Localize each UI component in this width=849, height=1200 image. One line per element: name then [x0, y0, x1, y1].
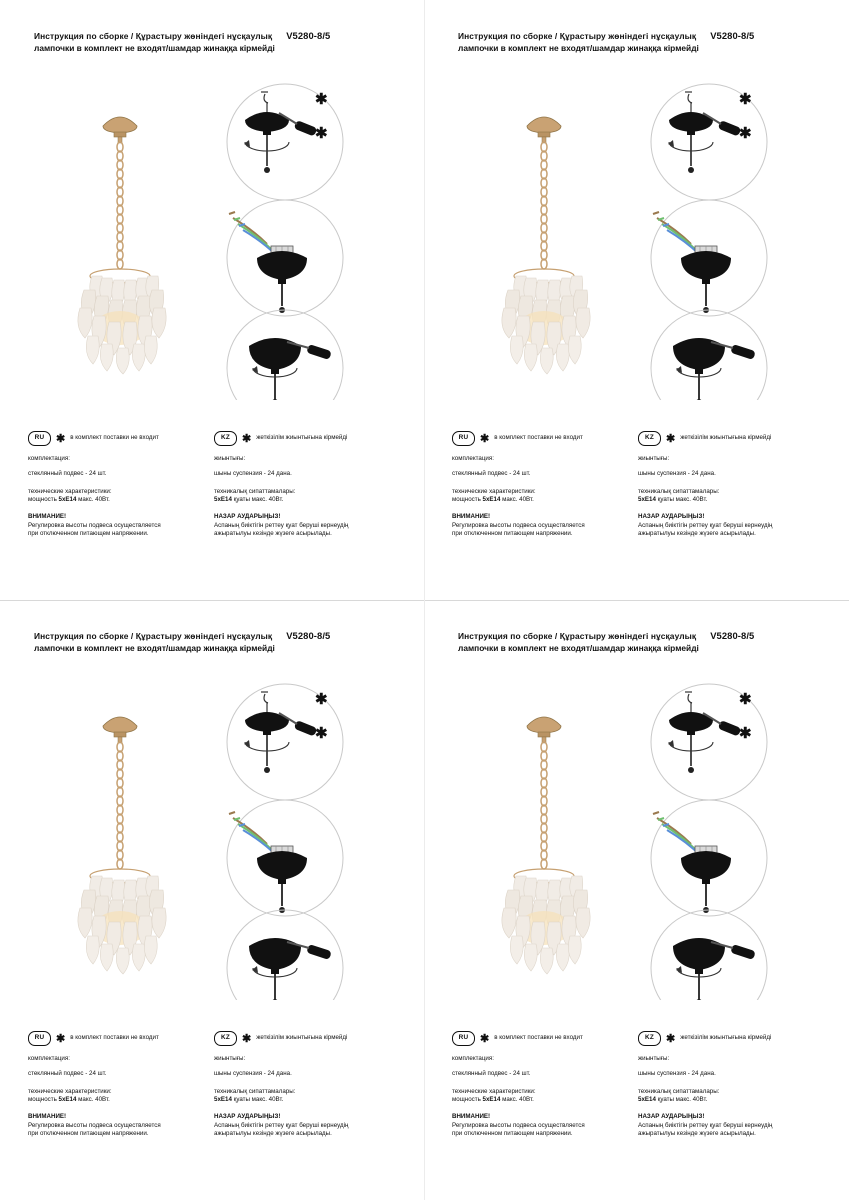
- header-title-line1: [34, 30, 394, 41]
- sheet-header: [458, 630, 818, 653]
- kz-language-badge: KZ: [638, 1031, 661, 1046]
- kz-specs-bold: 5хЕ14: [638, 1096, 656, 1104]
- ru-language-badge: RU: [28, 1031, 51, 1046]
- step-wire-connection: [651, 800, 767, 916]
- legend-column-ru: [452, 430, 630, 539]
- kz-warning-block: [638, 1113, 816, 1138]
- asterisk-icon: ✱: [242, 433, 252, 445]
- kz-warning-title: НАЗАР АУДАРЫҢЫЗ!: [214, 1113, 281, 1121]
- kz-specs-bold: 5хЕ14: [638, 496, 656, 504]
- kz-specs-bold: 5хЕ14: [214, 496, 232, 504]
- ru-set-block: [452, 1055, 630, 1079]
- ru-specs-bold: 5хЕ14: [482, 1096, 501, 1104]
- ru-set-value: стеклянный подвес - 24 шт.: [452, 470, 531, 478]
- kz-warning-line1: Аспаның биіктігін реттеу қуат беруші кернеудің: [214, 1121, 349, 1129]
- kz-warning-line1: Аспаның биіктігін реттеу қуат беруші кернеудің: [638, 521, 773, 529]
- product-illustration: [40, 92, 200, 392]
- ru-asterisk-note: в комплект поставки не входит: [70, 1033, 159, 1041]
- kz-badge-row: [214, 430, 392, 446]
- header-title-line1: [458, 630, 818, 641]
- ru-set-label: комплектация:: [452, 455, 494, 462]
- header-title-line2: лампочки в комплект не входят/шамдар жинаққа кірмейді: [34, 643, 275, 653]
- instruction-sheet-bottom-right: [424, 600, 848, 1200]
- ru-set-value: стеклянный подвес - 24 шт.: [28, 1070, 107, 1078]
- asterisk-icon: ✱: [56, 1033, 66, 1045]
- ru-badge-row: [28, 430, 206, 446]
- ru-specs-block: [452, 488, 630, 505]
- legend-column-kz: [214, 430, 392, 539]
- ru-specs-suffix: макс. 40Вт.: [76, 1096, 110, 1104]
- kz-set-label: жиынтығы:: [638, 455, 670, 462]
- asterisk-icon: ✱: [480, 433, 490, 445]
- kz-specs-label: техникалық сипаттамалары:: [214, 1087, 296, 1095]
- ru-warning-line1: Регулировка высоты подвеса осуществляется: [28, 521, 161, 529]
- header-title-line2: лампочки в комплект не входят/шамдар жинаққа кірмейді: [34, 43, 275, 53]
- ru-warning-line2: при отключенном питающем напряжении.: [28, 1130, 149, 1138]
- ru-specs-label: технические характеристики:: [28, 487, 112, 495]
- ru-specs-bold: 5хЕ14: [58, 1096, 77, 1104]
- suspension-chain: [117, 742, 123, 869]
- ru-specs-label: технические характеристики:: [28, 1087, 112, 1095]
- kz-set-value: шыны суспензия - 24 дана.: [214, 470, 292, 478]
- ru-specs-prefix: мощность: [28, 496, 59, 504]
- kz-warning-line1: Аспаның биіктігін реттеу қуат беруші кернеудің: [638, 1121, 773, 1129]
- ru-warning-block: [28, 1113, 206, 1138]
- ru-asterisk-note: в комплект поставки не входит: [70, 433, 159, 441]
- kz-specs-label: техникалық сипаттамалары:: [638, 487, 720, 495]
- ru-warning-block: [452, 1113, 630, 1138]
- model-code: V5280-8/5: [710, 630, 755, 641]
- ru-specs-block: [452, 1088, 630, 1105]
- assembly-steps: [629, 680, 819, 1000]
- ru-warning-title: ВНИМАНИЕ!: [28, 513, 67, 521]
- legend-column-kz: [638, 1030, 816, 1139]
- model-code: V5280-8/5: [710, 30, 755, 41]
- kz-set-value: шыны суспензия - 24 дана.: [638, 1070, 716, 1078]
- kz-specs-bold: 5хЕ14: [214, 1096, 232, 1104]
- legend-column-ru: [452, 1030, 630, 1139]
- step-rotate-canopy: [227, 84, 343, 200]
- step-rotate-canopy: [651, 684, 767, 800]
- step-attach-rod: [227, 910, 343, 1000]
- ru-set-block: [28, 1055, 206, 1079]
- ru-specs-suffix: макс. 40Вт.: [500, 1096, 534, 1104]
- kz-warning-line2: ажыратылуы кезінде жүзеге асырылады.: [214, 530, 332, 538]
- kz-asterisk-note: жеткізілім жиынтығына кірмейді: [680, 1033, 772, 1041]
- ru-warning-title: ВНИМАНИЕ!: [28, 1113, 67, 1121]
- kz-badge-row: [638, 430, 816, 446]
- asterisk-icon: ✱: [666, 433, 676, 445]
- kz-warning-block: [214, 1113, 392, 1138]
- kz-set-label: жиынтығы:: [214, 1055, 246, 1062]
- kz-warning-line2: ажыратылуы кезінде жүзеге асырылады.: [638, 530, 756, 538]
- ceiling-canopy-icon: [103, 717, 137, 743]
- ru-warning-line1: Регулировка высоты подвеса осуществляется: [452, 521, 585, 529]
- glass-leaves-cluster: [502, 276, 590, 374]
- header-title-line2: лампочки в комплект не входят/шамдар жинаққа кірмейді: [458, 43, 699, 53]
- step-rotate-canopy: [227, 684, 343, 800]
- suspension-chain: [541, 742, 547, 869]
- ru-badge-row: [28, 1030, 206, 1046]
- kz-specs-suffix: қуаты макс. 40Вт.: [655, 1096, 708, 1104]
- ru-badge-row: [452, 1030, 630, 1046]
- kz-set-value: шыны суспензия - 24 дана.: [214, 1070, 292, 1078]
- kz-badge-row: [214, 1030, 392, 1046]
- ru-specs-value: [452, 1096, 630, 1104]
- ceiling-canopy-icon: [103, 117, 137, 143]
- kz-specs-suffix: қуаты макс. 40Вт.: [231, 1096, 284, 1104]
- asterisk-icon: ✱: [666, 1033, 676, 1045]
- step-wire-connection: [227, 200, 343, 316]
- kz-warning-block: [638, 513, 816, 538]
- ru-set-value: стеклянный подвес - 24 шт.: [452, 1070, 531, 1078]
- kz-warning-title: НАЗАР АУДАРЫҢЫЗ!: [638, 1113, 705, 1121]
- ru-specs-prefix: мощность: [452, 496, 483, 504]
- ru-specs-prefix: мощность: [28, 1096, 59, 1104]
- ru-warning-line2: при отключенном питающем напряжении.: [452, 530, 573, 538]
- ru-badge-row: [452, 430, 630, 446]
- kz-set-block: [638, 1055, 816, 1079]
- product-illustration: [464, 92, 624, 392]
- header-title-text: Инструкция по сборке / Құрастыру жөніндегі нұсқаулық: [34, 31, 273, 41]
- ru-specs-value: [452, 496, 630, 504]
- step-attach-rod: [651, 310, 767, 400]
- legend-column-kz: [638, 430, 816, 539]
- kz-specs-suffix: қуаты макс. 40Вт.: [231, 496, 284, 504]
- svg-text:✱: ✱: [739, 125, 752, 142]
- instruction-sheet-top-left: [0, 0, 424, 600]
- ru-language-badge: RU: [28, 431, 51, 446]
- kz-asterisk-note: жеткізілім жиынтығына кірмейді: [680, 433, 772, 441]
- model-code: V5280-8/5: [286, 630, 331, 641]
- ru-language-badge: RU: [452, 1031, 475, 1046]
- header-title-text: Инструкция по сборке / Құрастыру жөніндегі нұсқаулық: [458, 631, 697, 641]
- glass-leaves-cluster: [78, 276, 166, 374]
- ru-specs-block: [28, 1088, 206, 1105]
- kz-warning-line1: Аспаның биіктігін реттеу қуат беруші кернеудің: [214, 521, 349, 529]
- step-wire-connection: [651, 200, 767, 316]
- kz-specs-value: [214, 496, 392, 504]
- kz-warning-title: НАЗАР АУДАРЫҢЫЗ!: [214, 513, 281, 521]
- kz-warning-line2: ажыратылуы кезінде жүзеге асырылады.: [214, 1130, 332, 1138]
- svg-text:✱: ✱: [739, 91, 752, 108]
- ru-set-label: комплектация:: [28, 1055, 70, 1062]
- svg-text:✱: ✱: [315, 91, 328, 108]
- kz-set-label: жиынтығы:: [638, 1055, 670, 1062]
- kz-specs-block: [638, 488, 816, 505]
- svg-text:✱: ✱: [739, 691, 752, 708]
- svg-text:✱: ✱: [315, 691, 328, 708]
- kz-specs-label: техникалық сипаттамалары:: [638, 1087, 720, 1095]
- ru-warning-title: ВНИМАНИЕ!: [452, 1113, 491, 1121]
- assembly-steps: [205, 680, 395, 1000]
- kz-language-badge: KZ: [214, 431, 237, 446]
- legend-column-ru: [28, 1030, 206, 1139]
- suspension-chain: [541, 142, 547, 269]
- kz-language-badge: KZ: [214, 1031, 237, 1046]
- assembly-steps: [629, 80, 819, 400]
- ru-set-block: [452, 455, 630, 479]
- asterisk-icon: ✱: [56, 433, 66, 445]
- header-title-text: Инструкция по сборке / Құрастыру жөніндегі нұсқаулық: [34, 631, 273, 641]
- kz-set-value: шыны суспензия - 24 дана.: [638, 470, 716, 478]
- ru-specs-bold: 5хЕ14: [482, 496, 501, 504]
- ru-specs-block: [28, 488, 206, 505]
- ru-warning-title: ВНИМАНИЕ!: [452, 513, 491, 521]
- kz-asterisk-note: жеткізілім жиынтығына кірмейді: [256, 1033, 348, 1041]
- kz-specs-value: [638, 1096, 816, 1104]
- header-title-line1: [458, 30, 818, 41]
- product-illustration: [40, 692, 200, 992]
- sheet-header: [34, 630, 394, 653]
- header-title-line1: [34, 630, 394, 641]
- legend-column-kz: [214, 1030, 392, 1139]
- kz-warning-title: НАЗАР АУДАРЫҢЫЗ!: [638, 513, 705, 521]
- kz-set-block: [214, 1055, 392, 1079]
- kz-asterisk-note: жеткізілім жиынтығына кірмейді: [256, 433, 348, 441]
- asterisk-icon: ✱: [242, 1033, 252, 1045]
- header-title-line2: лампочки в комплект не входят/шамдар жинаққа кірмейді: [458, 643, 699, 653]
- svg-text:✱: ✱: [315, 725, 328, 742]
- ru-asterisk-note: в комплект поставки не входит: [494, 1033, 583, 1041]
- ru-language-badge: RU: [452, 431, 475, 446]
- kz-warning-line2: ажыратылуы кезінде жүзеге асырылады.: [638, 1130, 756, 1138]
- ru-set-label: комплектация:: [28, 455, 70, 462]
- kz-set-block: [214, 455, 392, 479]
- instruction-sheet-bottom-left: [0, 600, 424, 1200]
- ru-set-block: [28, 455, 206, 479]
- ru-specs-value: [28, 496, 206, 504]
- ru-specs-label: технические характеристики:: [452, 1087, 536, 1095]
- kz-badge-row: [638, 1030, 816, 1046]
- kz-specs-suffix: қуаты макс. 40Вт.: [655, 496, 708, 504]
- ru-specs-value: [28, 1096, 206, 1104]
- ceiling-canopy-icon: [527, 117, 561, 143]
- ceiling-canopy-icon: [527, 717, 561, 743]
- step-attach-rod: [651, 910, 767, 1000]
- kz-specs-value: [638, 496, 816, 504]
- svg-text:✱: ✱: [739, 725, 752, 742]
- ru-warning-line1: Регулировка высоты подвеса осуществляется: [28, 1121, 161, 1129]
- ru-set-label: комплектация:: [452, 1055, 494, 1062]
- ru-warning-line1: Регулировка высоты подвеса осуществляется: [452, 1121, 585, 1129]
- kz-set-block: [638, 455, 816, 479]
- ru-specs-suffix: макс. 40Вт.: [500, 496, 534, 504]
- ru-warning-line2: при отключенном питающем напряжении.: [28, 530, 149, 538]
- ru-asterisk-note: в комплект поставки не входит: [494, 433, 583, 441]
- glass-leaves-cluster: [78, 876, 166, 974]
- step-attach-rod: [227, 310, 343, 400]
- kz-specs-block: [214, 1088, 392, 1105]
- product-illustration: [464, 692, 624, 992]
- step-rotate-canopy: [651, 84, 767, 200]
- kz-set-label: жиынтығы:: [214, 455, 246, 462]
- asterisk-icon: ✱: [480, 1033, 490, 1045]
- model-code: V5280-8/5: [286, 30, 331, 41]
- ru-specs-suffix: макс. 40Вт.: [76, 496, 110, 504]
- ru-warning-line2: при отключенном питающем напряжении.: [452, 1130, 573, 1138]
- ru-specs-label: технические характеристики:: [452, 487, 536, 495]
- instruction-sheet-top-right: [424, 0, 848, 600]
- step-wire-connection: [227, 800, 343, 916]
- kz-specs-value: [214, 1096, 392, 1104]
- svg-text:✱: ✱: [315, 125, 328, 142]
- ru-specs-bold: 5хЕ14: [58, 496, 77, 504]
- header-title-text: Инструкция по сборке / Құрастыру жөніндегі нұсқаулық: [458, 31, 697, 41]
- suspension-chain: [117, 142, 123, 269]
- kz-specs-block: [638, 1088, 816, 1105]
- kz-specs-block: [214, 488, 392, 505]
- kz-specs-label: техникалық сипаттамалары:: [214, 487, 296, 495]
- ru-warning-block: [28, 513, 206, 538]
- kz-language-badge: KZ: [638, 431, 661, 446]
- legend-column-ru: [28, 430, 206, 539]
- sheet-header: [458, 30, 818, 53]
- assembly-steps: [205, 80, 395, 400]
- glass-leaves-cluster: [502, 876, 590, 974]
- ru-warning-block: [452, 513, 630, 538]
- sheet-header: [34, 30, 394, 53]
- kz-warning-block: [214, 513, 392, 538]
- ru-specs-prefix: мощность: [452, 1096, 483, 1104]
- ru-set-value: стеклянный подвес - 24 шт.: [28, 470, 107, 478]
